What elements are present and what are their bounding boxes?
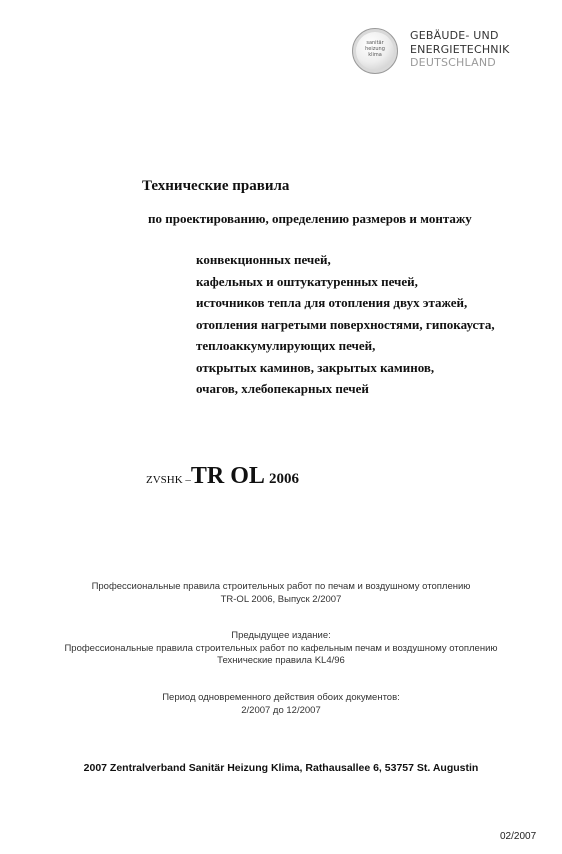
info-line: Предыдущее издание: [231,630,331,641]
org-line: ENERGIETECHNIK [410,42,510,56]
info-line: TR-OL 2006, Выпуск 2/2007 [220,593,342,605]
scope-item: открытых каминов, закрытых каминов, [196,359,435,375]
seal-text: sanitär heizung klima [365,40,385,58]
document-subtitle: по проектированию, определению размеров и монтажу [148,211,472,226]
org-line: DEUTSCHLAND [410,56,496,69]
code-prefix: ZVSHK – [146,474,191,486]
scope-list [196,249,495,400]
info-line: 2/2007 до 12/2007 [241,704,321,716]
scope-item: конвекционных печей, [196,252,331,267]
info-line: Технические правила KL4/96 [217,655,345,666]
org-line: GEBÄUDE- UND [410,29,499,42]
publisher-line: 2007 Zentralverband Sanitär Heizung Klima, Rathausallee 6, 53757 St. Augustin [83,762,479,774]
previous-edition-info [0,630,562,668]
scope-item: отопления нагретыми поверхностями, гипокауста, [196,316,495,332]
publication-date: 02/2007 [500,831,537,842]
info-line: Профессиональные правила строительных работ по кафельным печам и воздушному отоплению [64,642,498,654]
code-year: 2006 [268,471,299,487]
edition-info [0,581,562,606]
scope-item: кафельных и оштукатуренных печей, [196,273,418,289]
scope-item: теплоаккумулирующих печей, [196,338,376,353]
document-title: Технические правила [142,178,290,194]
validity-period-info [0,692,562,717]
seal-icon [352,28,398,74]
document-code [146,463,299,490]
info-line: Профессиональные правила строительных работ по печам и воздушному отоплению [91,581,471,592]
organization-name [410,29,540,70]
zvshk-logo [352,28,542,78]
scope-item: источников тепла для отопления двух этажей, [196,295,468,310]
info-line: Период одновременного действия обоих документов: [162,692,400,703]
scope-item: очагов, хлебопекарных печей [196,381,369,396]
code-main: TR OL [190,463,265,489]
